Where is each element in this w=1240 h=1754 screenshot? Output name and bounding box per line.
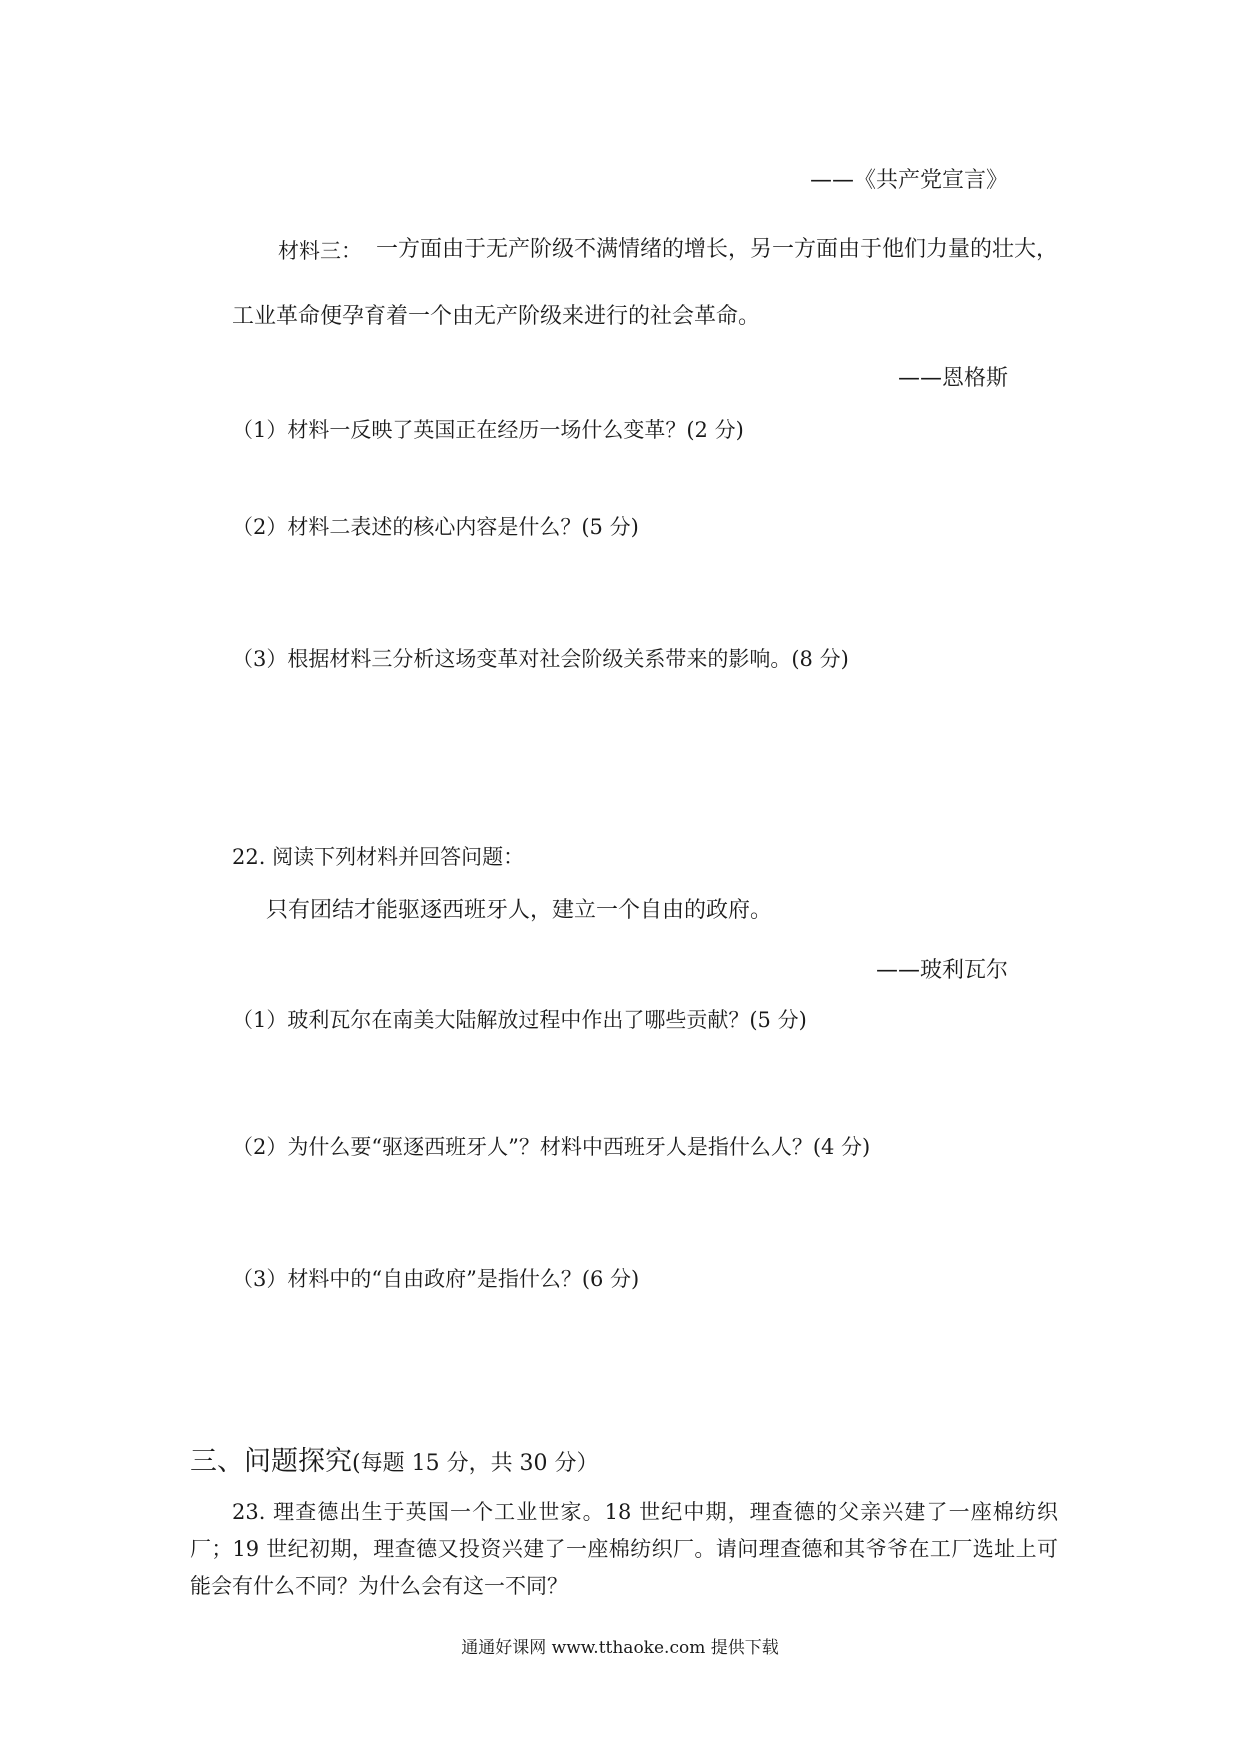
- q22-subquestion-1: （1）玻利瓦尔在南美大陆解放过程中作出了哪些贡献？(5 分): [232, 1008, 807, 1032]
- section3-title: 三、问题探究: [190, 1446, 352, 1477]
- q21-subquestion-1: （1）材料一反映了英国正在经历一场什么变革？(2 分): [232, 418, 744, 442]
- material2-source: ——《共产党宣言》: [809, 168, 1008, 193]
- q21-subquestion-3: （3）根据材料三分析这场变革对社会阶级关系带来的影响。(8 分): [232, 647, 849, 671]
- material3-text-line1: 一方面由于无产阶级不满情绪的增长，另一方面由于他们力量的壮大，: [376, 237, 1059, 262]
- q22-subquestion-3: （3）材料中的“自由政府”是指什么？(6 分): [232, 1267, 640, 1291]
- q22-subquestion-2: （2）为什么要“驱逐西班牙人”？材料中西班牙人是指什么人？(4 分): [232, 1135, 871, 1159]
- q21-subquestion-2: （2）材料二表述的核心内容是什么？(5 分): [232, 515, 639, 539]
- section3-note: (每题 15 分，共 30 分）: [352, 1451, 599, 1476]
- material3-text-line2: 工业革命便孕育着一个由无产阶级来进行的社会革命。: [232, 304, 761, 329]
- q22-source: ——玻利瓦尔: [875, 958, 1008, 983]
- section3-heading: [190, 1444, 599, 1483]
- q23-text: 23. 理查德出生于英国一个工业世家。18 世纪中期，理查德的父亲兴建了一座棉纺织厂；19 世纪初期，理查德又投资兴建了一座棉纺织厂。请问理查德和其爷爷在工厂选址上可能会有什么不同？为什么会有这一不同？: [190, 1500, 1058, 1598]
- footer-text: 通通好课网 www.tthaoke.com 提供下载: [461, 1638, 779, 1658]
- q22-quote: 只有团结才能驱逐西班牙人，建立一个自由的政府。: [266, 898, 773, 923]
- q22-heading: 22. 阅读下列材料并回答问题：: [232, 845, 525, 869]
- material3-label: 材料三：: [278, 239, 362, 263]
- material3-source: ——恩格斯: [897, 366, 1008, 391]
